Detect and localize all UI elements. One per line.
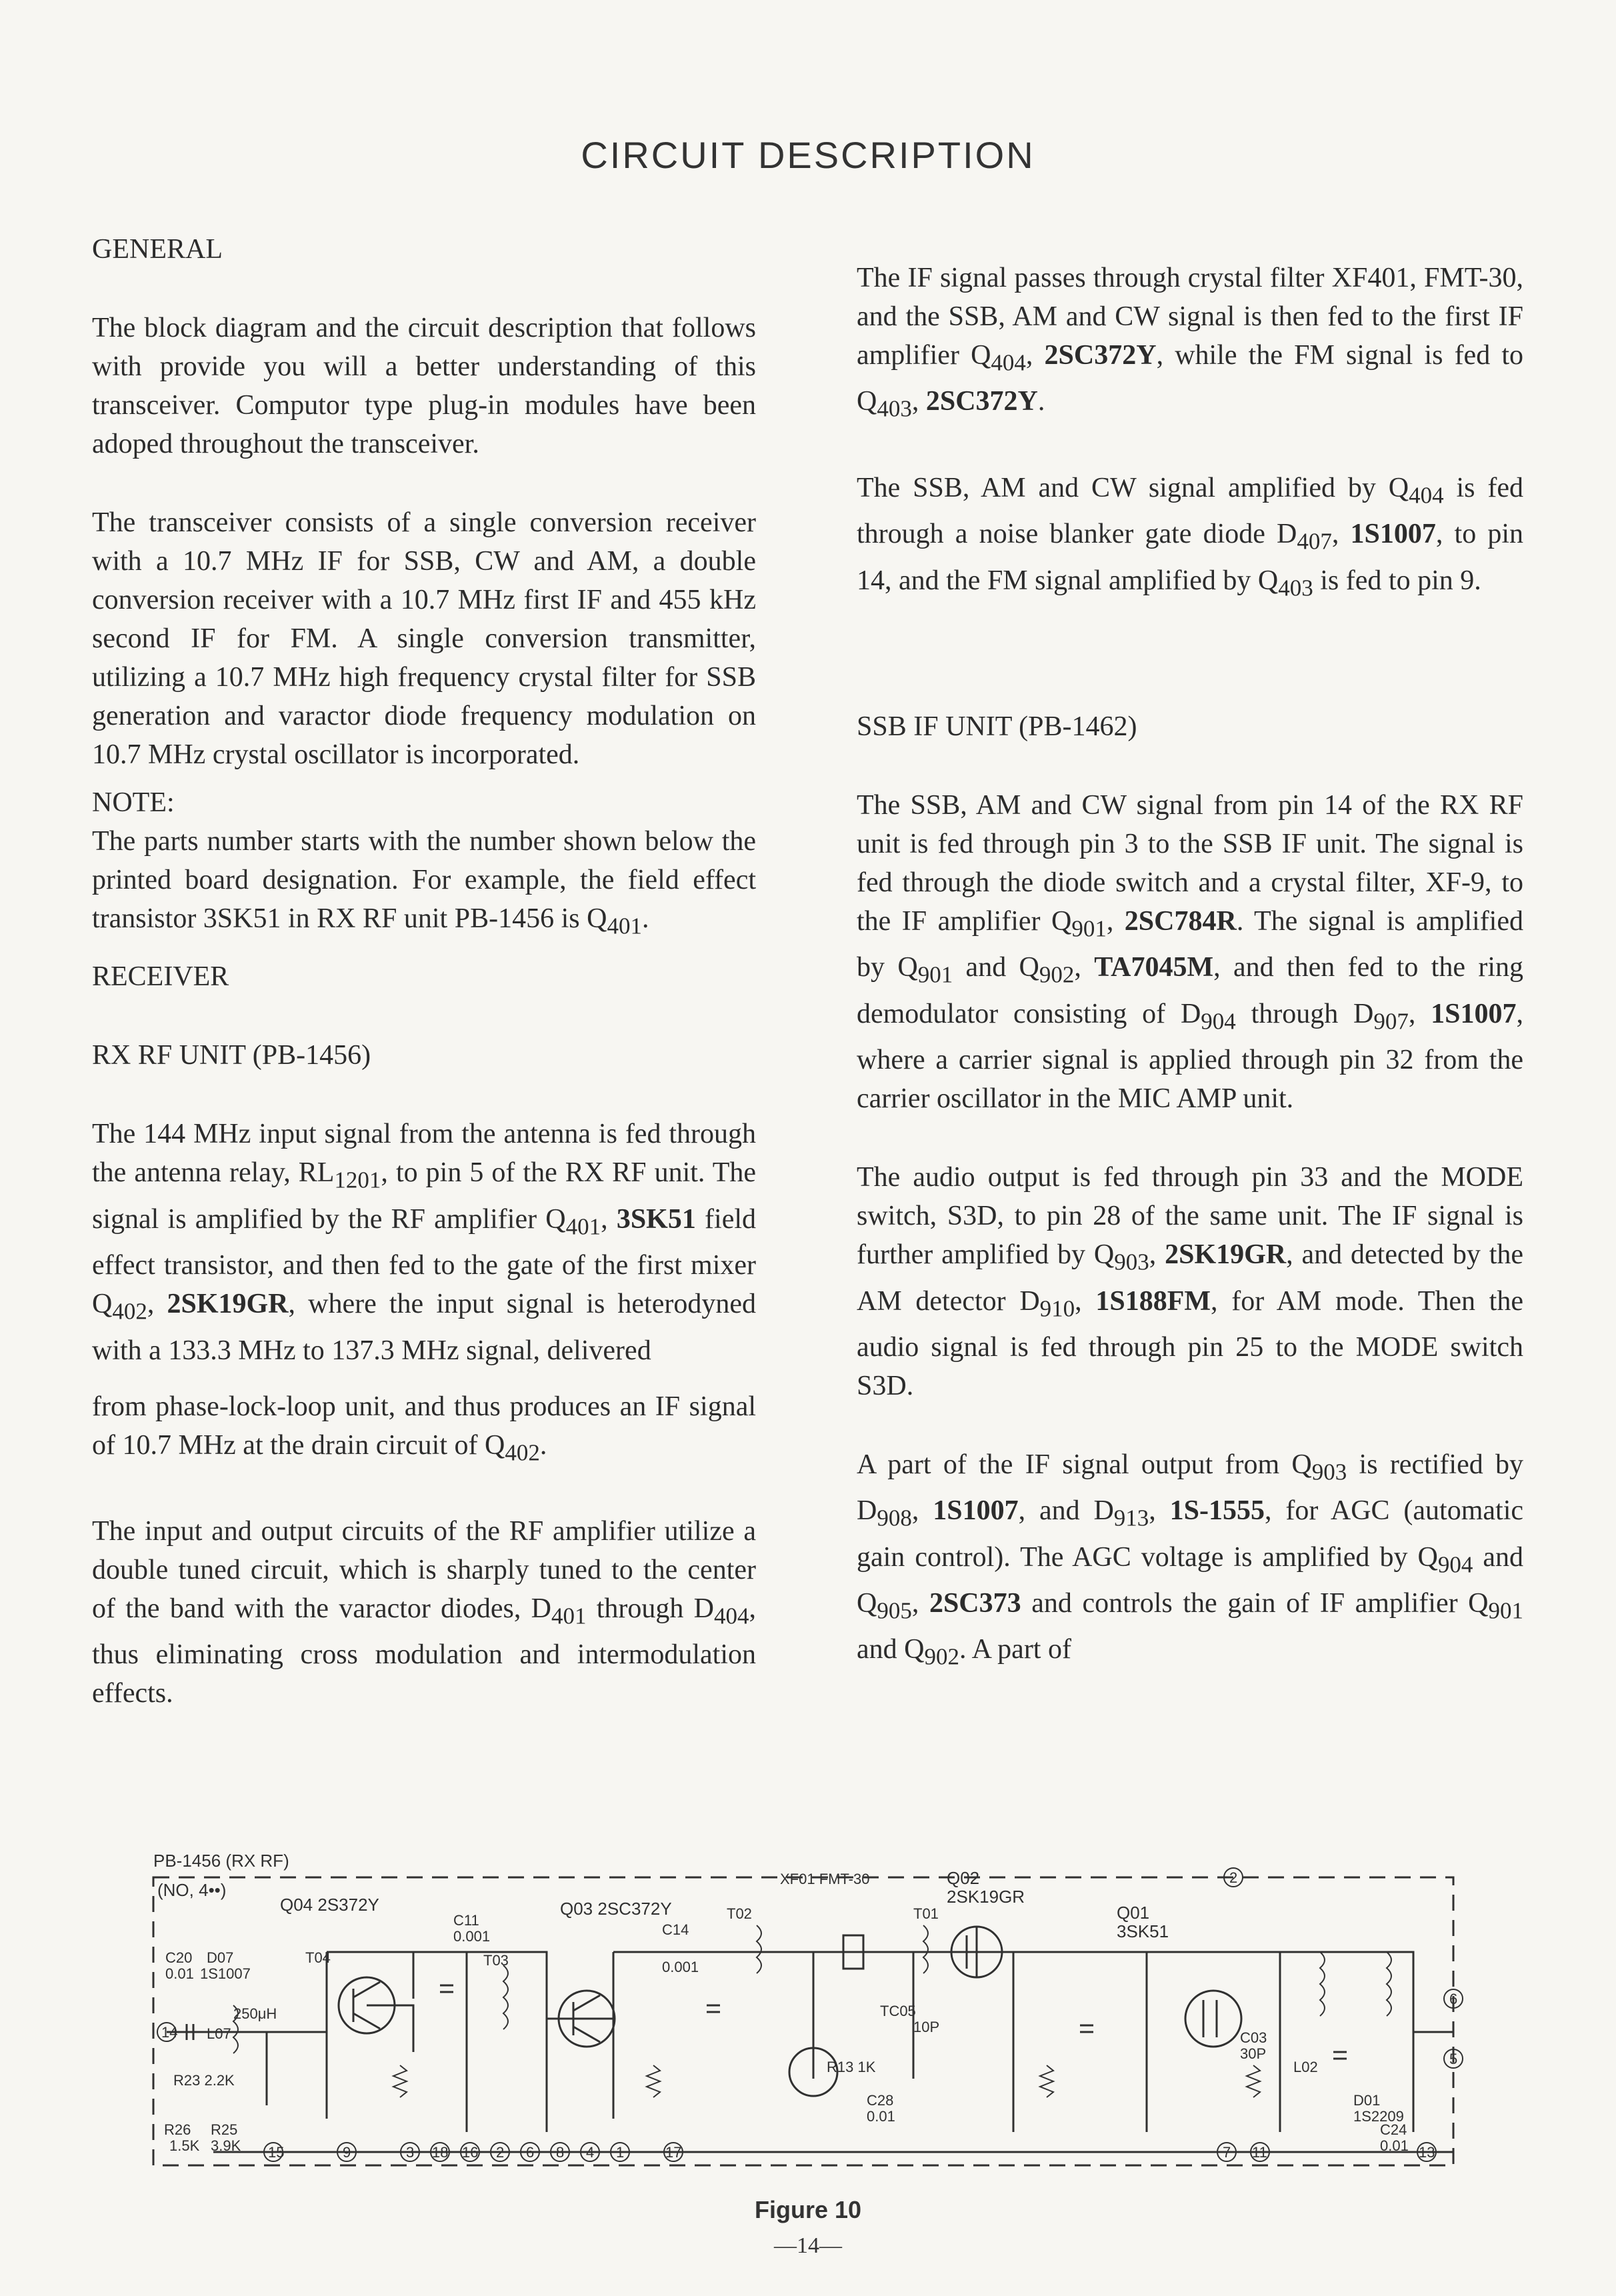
r13-label: R13 1K (827, 2059, 876, 2075)
left-column (92, 230, 756, 1753)
paragraph-note: The parts number starts with the number shown below the printed board designation. For example, the field effect transistor 3SK51 in RX RF unit PB-1456 is $Q_{401}$. (92, 826, 756, 939)
paragraph-rx-rf-2: from phase-lock-loop unit, and thus produces an IF signal of 10.7 MHz at the drain circuit of $Q_{402}$. (92, 1391, 756, 1465)
capacitor-symbols (187, 1985, 1347, 2059)
coil-t02 (757, 1925, 761, 1973)
board-number: (NO, 4••) (157, 1880, 227, 1900)
c14-value: 0.001 (662, 1959, 699, 1975)
paragraph-ssb-if-1: The SSB, AM and CW signal from pin 14 of the RX RF unit is fed through pin 3 to the SSB IF unit. The signal is fed through the diode switch and a crystal filter, XF-9, to the IF amplifier $Q_{901}$, 2SC784R. The signal is amplified by $Q_{901}$ and $Q_{902}$, TA7045M, and then fed to the ring demodulator consisting of $D_{904}$ through $D_{907}$, 1S1007, where a carrier signal is applied through pin 32 from the carrier oscillator in the MIC AMP unit. (857, 789, 1524, 1115)
c11-label: C11 (453, 1912, 479, 1929)
r23-label: R23 2.2K (173, 2072, 235, 2089)
l07-label: L07 (207, 2025, 231, 2042)
l02-label: L02 (1293, 2059, 1318, 2075)
right-column (857, 259, 1523, 1717)
r25-label: R25 (211, 2121, 238, 2138)
q01-label: Q01 (1117, 1903, 1150, 1923)
c14-label: C14 (662, 1921, 689, 1938)
note-label: NOTE: (92, 787, 175, 818)
figure-caption: Figure 10 (754, 2196, 862, 2223)
c03-label: C03 (1240, 2029, 1267, 2046)
heading-general: GENERAL (92, 234, 223, 265)
d07-label: D07 (207, 1949, 234, 1966)
pin-label: 8 (556, 2144, 565, 2161)
q01-fet-symbol (1185, 1991, 1241, 2047)
pin-label: 16 (462, 2144, 479, 2161)
t02-label: T02 (727, 1905, 752, 1922)
paragraph-general-1: The block diagram and the circuit description that follows with provide you will a better understanding of this transceiver. Computor type plug-in modules have been adoped throughout the transceiver. (92, 313, 756, 459)
d01-value: 1S2209 (1353, 2108, 1404, 2125)
paragraph-rx-rf-1: The 144 MHz input signal from the antenna is fed through the antenna relay, $RL_{1201}$, to pin 5 of the RX RF unit. The signal is amplified by the RF amplifier $Q_{401}$, 3SK51 field effect transistor, and then fed to the gate of the first mixer $Q_{402}$, 2SK19GR, where the input signal is heterodyned with a 133.3 MHz to 137.3 MHz signal, delivered (92, 1119, 757, 1366)
pin-label: 5 (1449, 2051, 1458, 2067)
paragraph-ssb-if-3: A part of the IF signal output from $Q_{903}$ is rectified by $D_{908}$, 1S1007, and $D_{913}$, 1S-1555, for AGC (automatic gain control). The AGC voltage is amplified by $Q_{904}$ and $Q_{905}$, 2SC373 and controls the gain of IF amplifier $Q_{901}$ and $Q_{902}$. A part of (857, 1449, 1524, 1670)
board-label: PB-1456 (RX RF) (153, 1852, 289, 1871)
coil-t01 (923, 1925, 928, 1973)
pin-label: 15 (268, 2144, 285, 2161)
c20-value: 0.01 (165, 1965, 194, 1982)
paragraph-ssb-if-2: The audio output is fed through pin 33 and the MODE switch, S3D, to pin 28 of the same unit. The IF signal is further amplified by $Q_{903}$, 2SK19GR, and detected by the AM detector $D_{910}$, 1S188FM, for AM mode. Then the audio signal is fed through pin 25 to the MODE switch S3D. (857, 1162, 1524, 1401)
q02-label: Q02 (947, 1868, 980, 1888)
q01-type: 3SK51 (1117, 1921, 1169, 1941)
heading-receiver: RECEIVER (92, 961, 229, 993)
q01-fet-leads (1203, 2000, 1217, 2037)
schematic-diagram (147, 1852, 1480, 2185)
pin-label: 13 (1419, 2144, 1435, 2161)
wire-q03-stage (413, 1952, 680, 2132)
heading-rx-rf-unit: RX RF UNIT (PB-1456) (92, 1040, 371, 1071)
c24-label: C24 (1380, 2121, 1407, 2138)
pin-label: 2 (496, 2144, 505, 2161)
r26-label: R26 (164, 2121, 191, 2138)
t01-label: T01 (913, 1905, 939, 1922)
pin-label: 14 (161, 2024, 178, 2041)
pin-label: 6 (526, 2144, 535, 2161)
pin-label: 11 (1252, 2144, 1267, 2161)
paragraph-if-2: The SSB, AM and CW signal amplified by $Q_{404}$ is fed through a noise blanker gate diode $D_{407}$, 1S1007, to pin 14, and the FM signal amplified by $Q_{403}$ is fed to pin 9. (857, 472, 1524, 601)
d01-label: D01 (1353, 2092, 1381, 2109)
coil-l01 (1387, 1952, 1391, 2016)
xf01-label: XF01 FMT-30 (780, 1871, 870, 1887)
page-title: CIRCUIT DESCRIPTION (581, 134, 1035, 176)
q04-label: Q04 2S372Y (280, 1895, 379, 1915)
q02-type: 2SK19GR (947, 1887, 1025, 1907)
t04-label: T04 (305, 1949, 331, 1966)
heading-ssb-if-unit: SSB IF UNIT (PB-1462) (857, 711, 1137, 742)
c11-value: 0.001 (453, 1928, 491, 1945)
coil-l02 (1320, 1952, 1325, 2016)
pin-label: 4 (586, 2144, 595, 2161)
paragraph-rx-rf-3: The input and output circuits of the RF amplifier utilize a double tuned circuit, which is sharply tuned to the center of the band with the varactor diodes, $D_{401}$ through $D_{404}$, thus eliminating cross modulation and intermodulation effects. (92, 1515, 756, 1709)
c24-value: 0.01 (1380, 2137, 1409, 2154)
c28-value: 0.01 (867, 2108, 895, 2125)
pin-label: 3 (406, 2144, 415, 2161)
wire-rf-stage (680, 1952, 1453, 2132)
pin-label: 9 (343, 2144, 351, 2161)
pin-label: 7 (1223, 2144, 1231, 2161)
d07-type: 1S1007 (200, 1965, 251, 1982)
t03-label: T03 (483, 1952, 509, 1969)
tc05-label: TC05 (880, 2003, 916, 2019)
pin-label: 1 (616, 2144, 625, 2161)
l07-value: 250μH (233, 2005, 277, 2022)
page-number: —14— (774, 2233, 842, 2258)
coil-t03 (503, 1965, 508, 2029)
board-outline (153, 1877, 1453, 2165)
pin-label: 18 (432, 2144, 449, 2161)
tc05-value: 10P (913, 2019, 940, 2035)
r25-value: 3.9K (211, 2137, 241, 2154)
r26-value: 1.5K (169, 2137, 200, 2154)
c20-label: C20 (165, 1949, 193, 1966)
c03-value: 30P (1240, 2045, 1267, 2062)
paragraph-general-2: The transceiver consists of a single conversion receiver with a 10.7 MHz IF for SSB, CW and AM, a double conversion receiver with a 10.7 MHz first IF and 455 kHz second IF for FM. A single conversion transmitter, utilizing a 10.7 MHz high frequency crystal filter for SSB generation and varactor diode frequency modulation on 10.7 MHz crystal oscillator is incorporated. (92, 507, 756, 770)
pin-label: 2 (1229, 1869, 1238, 1886)
pin-label: 17 (665, 2144, 682, 2161)
c28-label: C28 (867, 2092, 894, 2109)
schematic-figure (147, 1852, 1480, 2185)
q03-label: Q03 2SC372Y (560, 1899, 672, 1919)
pin-label: 6 (1449, 1991, 1458, 2007)
paragraph-if-1: The IF signal passes through crystal filter XF401, FMT-30, and the SSB, AM and CW signal is then fed to the first IF amplifier $Q_{404}$, 2SC372Y, while the FM signal is fed to $Q_{403}$, 2SC372Y. (857, 263, 1523, 422)
